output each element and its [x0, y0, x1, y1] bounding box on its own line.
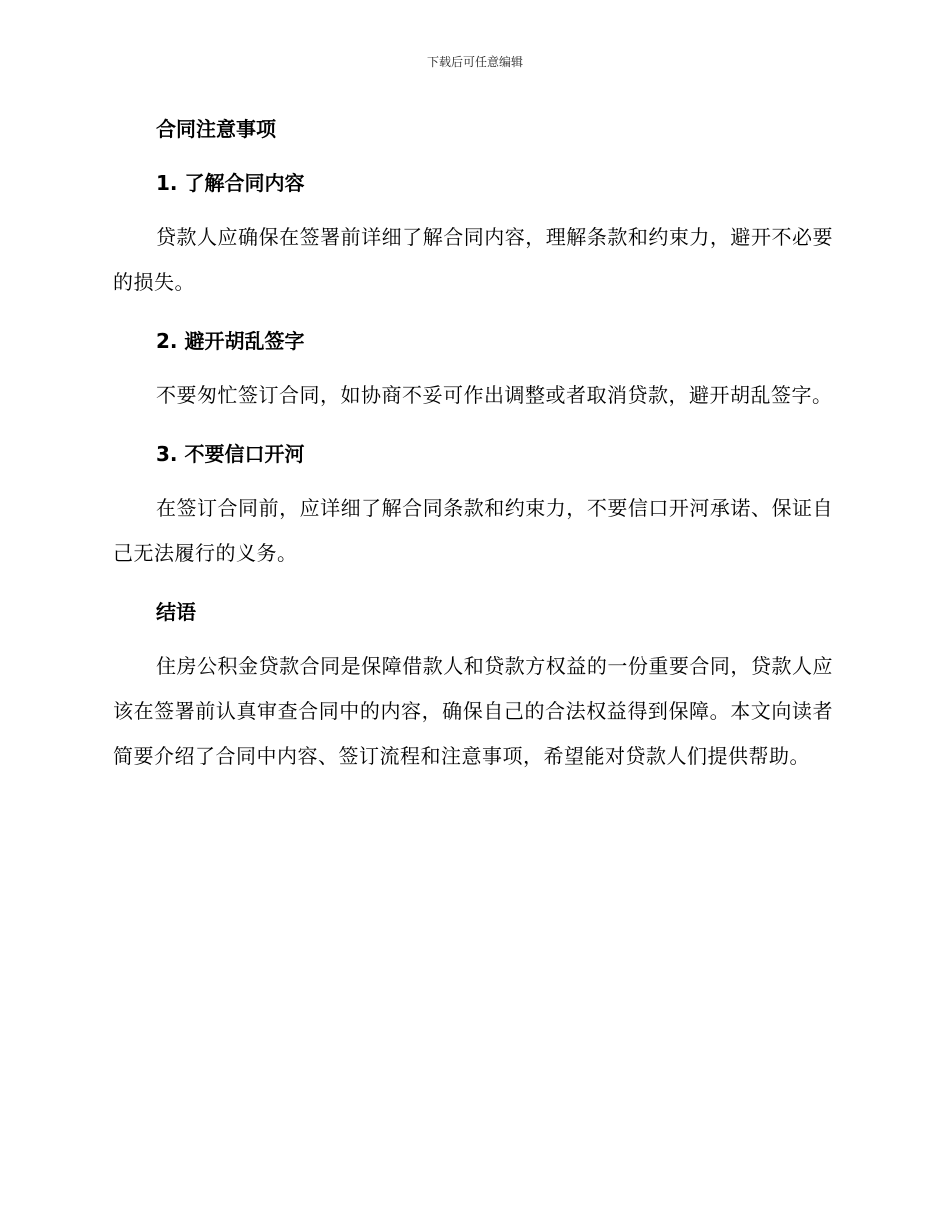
- section-paragraph: 在签订合同前，应详细了解合同条款和约束力，不要信口开河承诺、保证自己无法履行的义务。: [113, 496, 833, 565]
- section-paragraph: 不要匆忙签订合同，如协商不妥可作出调整或者取消贷款，避开胡乱签字。: [156, 383, 833, 407]
- section-2: [113, 323, 833, 418]
- conclusion-paragraph: 住房公积金贷款合同是保障借款人和贷款方权益的一份重要合同，贷款人应该在签署前认真审查合同中的内容，确保自己的合法权益得到保障。本文向读者简要介绍了合同中内容、签订流程和注意事项，希望能对贷款人们提供帮助。: [113, 654, 833, 768]
- document-body: [113, 111, 833, 779]
- section-paragraph: 贷款人应确保在签署前详细了解合同内容，理解条款和约束力，避开不必要的损失。: [113, 225, 833, 294]
- section-heading: 2. 避开胡乱签字: [156, 329, 305, 353]
- section-1: [113, 165, 833, 305]
- section-heading: 1. 了解合同内容: [156, 171, 305, 195]
- document-title: 合同注意事项: [156, 117, 276, 141]
- section-3: [113, 436, 833, 576]
- page-header: 下载后可任意编辑: [426, 55, 523, 69]
- conclusion-section: [113, 594, 833, 779]
- conclusion-heading: 结语: [156, 600, 196, 624]
- section-heading: 3. 不要信口开河: [156, 442, 305, 466]
